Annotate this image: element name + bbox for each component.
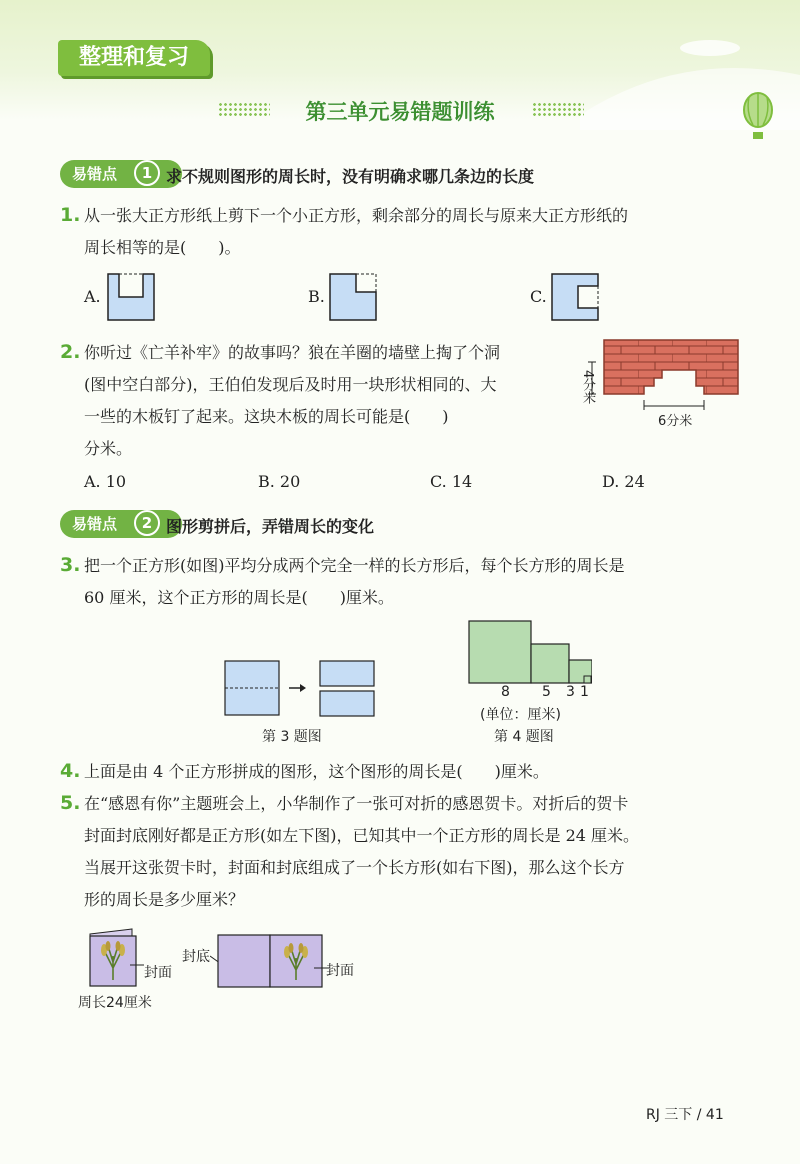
q4-label-3: 3 <box>566 684 575 700</box>
title-dots-right <box>532 102 584 118</box>
error-point-1-number: 1 <box>134 160 160 186</box>
q4-label-1: 1 <box>580 684 589 700</box>
q2-option-d: D. 24 <box>602 472 645 491</box>
q4-label-5: 5 <box>542 684 551 700</box>
q3-figure-caption: 第 3 题图 <box>262 729 322 745</box>
question-5-line-1: 在“感恩有你”主题班会上，小华制作了一张可对折的感恩贺卡。对折后的贺卡 <box>84 794 629 813</box>
error-point-1-tag <box>60 160 182 188</box>
question-2-line-3: 一些的木板钉了起来。这块木板的周长可能是( ) <box>84 407 449 426</box>
question-5-line-3: 当展开这张贺卡时，封面和封底组成了一个长方形(如右下图)，那么这个长方 <box>84 858 625 877</box>
question-5-line-4: 形的周长是多少厘米？ <box>84 890 245 909</box>
error-point-2-title: 图形剪拼后，弄错周长的变化 <box>166 517 375 536</box>
unit-title: 第三单元易错题训练 <box>305 100 495 124</box>
q1-option-a: A. <box>84 287 101 306</box>
q2-option-b: B. 20 <box>258 472 301 491</box>
question-2-number: 2. <box>60 341 81 363</box>
error-point-2-number: 2 <box>134 510 160 536</box>
q5-open-card-figure <box>210 930 330 992</box>
q5-cover-label-left: 封面 <box>144 965 172 981</box>
question-2-line-1: 你听过《亡羊补牢》的故事吗？狼在羊圈的墙壁上掏了个洞 <box>84 343 501 362</box>
question-4-number: 4. <box>60 760 81 782</box>
q2-option-c: C. 14 <box>430 472 473 491</box>
question-3-line-1: 把一个正方形(如图)平均分成两个完全一样的长方形后，每个长方形的周长是 <box>84 556 625 575</box>
q5-folded-card-figure <box>84 928 138 990</box>
q4-figure <box>468 620 592 684</box>
q1-option-b: B. <box>308 287 325 306</box>
q1-option-c: C. <box>530 287 547 306</box>
question-1-line-2: 周长相等的是( )。 <box>84 238 241 257</box>
q5-cover-pointer-left <box>130 962 144 968</box>
q2-height-label: 4分米 <box>580 370 595 405</box>
error-point-label: 易错点 <box>72 165 118 183</box>
q4-figure-caption: 第 4 题图 <box>494 729 554 745</box>
q5-cover-label-right: 封面 <box>326 963 354 979</box>
q1-figure-b <box>328 272 378 322</box>
q4-unit-label: (单位：厘米) <box>480 707 561 723</box>
question-3-number: 3. <box>60 554 81 576</box>
question-5-number: 5. <box>60 792 81 814</box>
q4-label-8: 8 <box>501 684 510 700</box>
question-3-line-2: 60 厘米，这个正方形的周长是( )厘米。 <box>84 588 394 607</box>
q5-back-label: 封底 <box>182 949 210 965</box>
question-2-line-2: (图中空白部分)，王伯伯发现后及时用一块形状相同的、大 <box>84 375 497 394</box>
error-point-2-tag <box>60 510 182 538</box>
q2-option-a: A. 10 <box>84 472 127 491</box>
q1-figure-c <box>550 272 600 322</box>
question-1-line-1: 从一张大正方形纸上剪下一个小正方形，剩余部分的周长与原来大正方形纸的 <box>84 206 629 225</box>
q5-perimeter-label: 周长24厘米 <box>78 995 152 1011</box>
question-1-number: 1. <box>60 204 81 226</box>
question-4-text: 上面是由 4 个正方形拼成的图形，这个图形的周长是( )厘米。 <box>84 762 549 781</box>
page-footer: RJ 三下 / 41 <box>646 1107 724 1123</box>
q3-figure <box>224 656 376 718</box>
q1-figure-a <box>106 272 156 322</box>
error-point-label: 易错点 <box>72 515 118 533</box>
question-5-line-2: 封面封底刚好都是正方形(如左下图)，已知其中一个正方形的周长是 24 厘米。 <box>84 826 640 845</box>
section-tab: 整理和复习 <box>58 40 210 76</box>
question-2-line-4: 分米。 <box>84 439 133 458</box>
q2-width-label: 6分米 <box>658 414 693 429</box>
error-point-1-title: 求不规则图形的周长时，没有明确求哪几条边的长度 <box>166 167 535 186</box>
